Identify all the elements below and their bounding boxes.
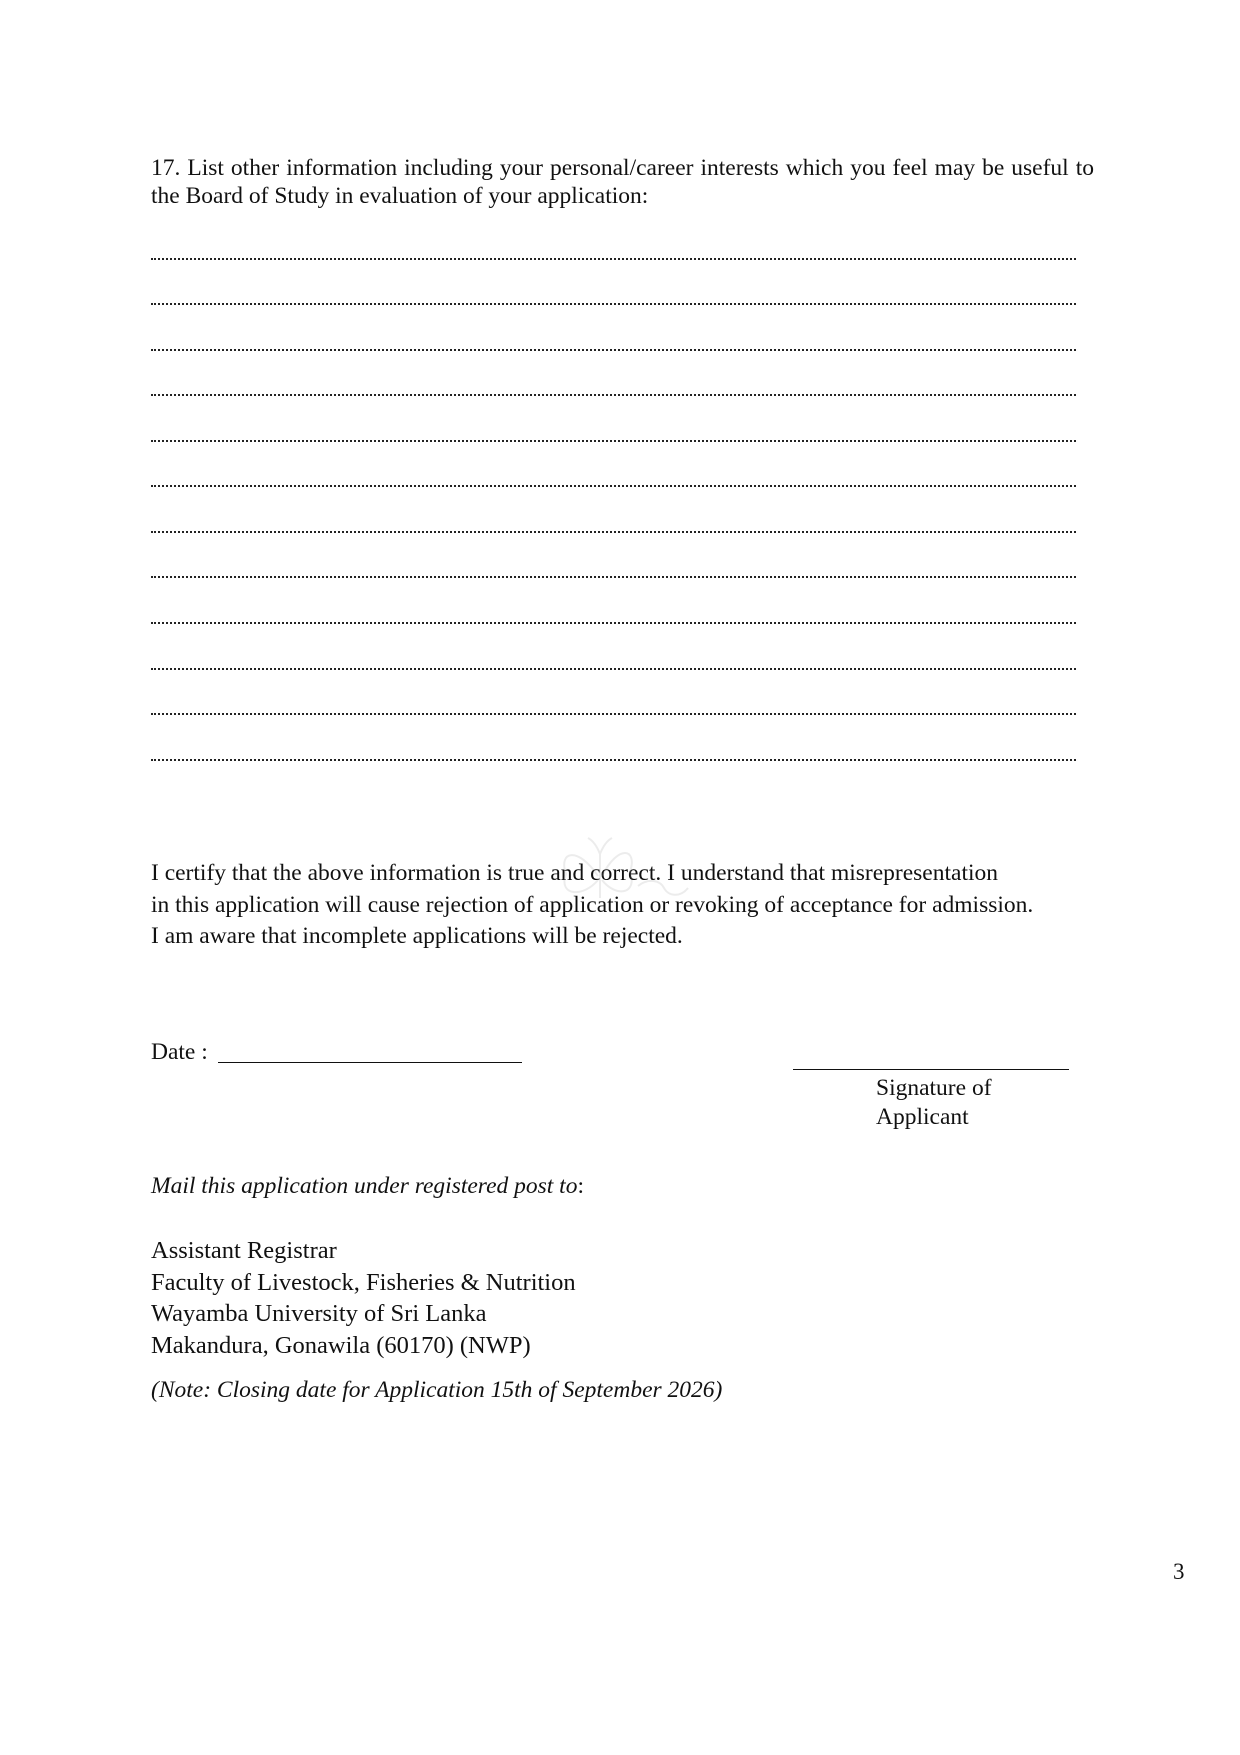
answer-line[interactable] bbox=[151, 256, 1076, 260]
answer-line[interactable] bbox=[151, 301, 1076, 305]
signature-caption bbox=[876, 1074, 992, 1132]
answer-line[interactable] bbox=[151, 392, 1076, 396]
address-line: Assistant Registrar bbox=[151, 1237, 337, 1264]
answer-line[interactable] bbox=[151, 620, 1076, 624]
certification-line: I am aware that incomplete applications will be rejected. bbox=[151, 923, 683, 949]
signature-caption-line: Applicant bbox=[876, 1104, 969, 1130]
certification-line: in this application will cause rejection of application or revoking of acceptance for admission. bbox=[151, 891, 1034, 918]
closing-date-note: (Note: Closing date for Application 15th of September 2026) bbox=[151, 1377, 723, 1403]
butterfly-watermark-icon bbox=[538, 836, 708, 916]
mail-instruction bbox=[151, 1172, 584, 1200]
answer-line[interactable] bbox=[151, 529, 1076, 533]
answer-line[interactable] bbox=[151, 574, 1076, 578]
address-line: Makandura, Gonawila (60170) (NWP) bbox=[151, 1331, 531, 1359]
answer-line[interactable] bbox=[151, 711, 1076, 715]
page-number: 3 bbox=[1173, 1559, 1185, 1584]
answer-line[interactable] bbox=[151, 347, 1076, 351]
answer-line[interactable] bbox=[151, 757, 1076, 761]
answer-line[interactable] bbox=[151, 666, 1076, 670]
mail-instruction-text: Mail this application under registered post to bbox=[151, 1173, 578, 1199]
answer-line[interactable] bbox=[151, 483, 1076, 487]
signature-caption-line: Signature of bbox=[876, 1075, 992, 1101]
date-field[interactable] bbox=[218, 1062, 522, 1063]
address-line: Faculty of Livestock, Fisheries & Nutrition bbox=[151, 1268, 576, 1296]
answer-line[interactable] bbox=[151, 438, 1076, 442]
address-line: Wayamba University of Sri Lanka bbox=[151, 1300, 487, 1327]
question-17-text: 17. List other information including your personal/career interests which you feel may be useful to the Board of Study in evaluation of your application: bbox=[151, 155, 1094, 209]
certification-line: I certify that the above information is true and correct. I understand that misrepresentation bbox=[151, 860, 998, 886]
mailing-address bbox=[151, 1235, 576, 1361]
signature-field[interactable] bbox=[793, 1069, 1069, 1070]
date-label: Date : bbox=[151, 1039, 208, 1065]
mail-instruction-colon: : bbox=[577, 1173, 584, 1199]
